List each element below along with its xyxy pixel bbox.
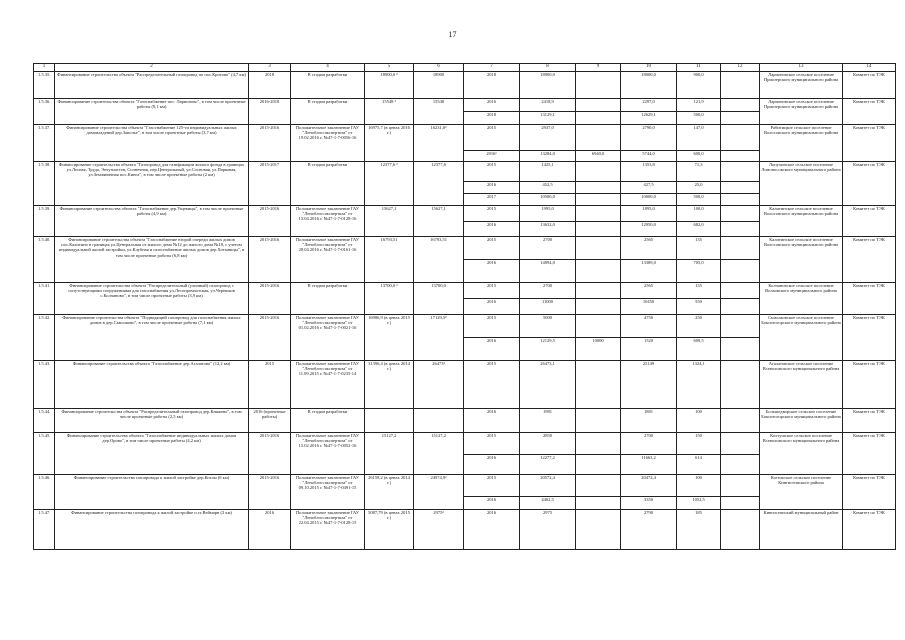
cell-total: 1995,0: [520, 206, 576, 222]
cell-year: 2016: [464, 338, 520, 361]
cell-document: В стадии разработки: [291, 283, 365, 315]
cell-id: 1.5.36.: [34, 99, 55, 125]
cell-regional: 427,5: [621, 182, 677, 194]
cell-recipient: Рабитицкое сельское поселение Волосовского муниципального района: [760, 125, 843, 162]
cell-federal: [576, 497, 621, 510]
cell-other: [721, 260, 760, 283]
cell-federal: [576, 260, 621, 283]
cell-regional: 2700: [621, 433, 677, 455]
cell-local: 185: [677, 510, 721, 550]
cell-other: [721, 151, 760, 162]
col-header: 5: [365, 64, 414, 72]
cell-regional: 2565: [621, 283, 677, 299]
cell-regional: 5744,0: [621, 151, 677, 162]
cell-id: 1.5.37.: [34, 125, 55, 162]
cell-federal: [576, 125, 621, 151]
cell-balance: 15627,1: [414, 206, 464, 237]
cell-local: 609,5: [677, 338, 721, 361]
cell-description: Финансирование строительства объекта "Газопровод для газификации жилого фонда в границах ул.Лесная, Труда, Энтузиастов, Солнечная, пер.Центральный, ул.Сосновая, ул.Парковая, ул.Земляничная пос.Кинга", в том числе проектные работы (2 км): [55, 162, 249, 206]
cell-federal: 6940,0: [576, 151, 621, 162]
cell-other: [721, 125, 760, 151]
cell-cost: 12377,6 ²: [365, 162, 414, 206]
cell-year: 2015: [464, 162, 520, 182]
cell-cost: 5087,79 (в ценах 2015 г.): [365, 510, 414, 550]
cell-total: 5000: [520, 315, 576, 338]
cell-federal: [576, 510, 621, 550]
cell-description: Финансирование строительства объекта "Подводящий газопровод для газоснабжения жилых домов в дер.Сьмолково", в том числе проектные работы (7,1 км): [55, 315, 249, 361]
cell-other: [721, 338, 760, 361]
cell-executor: Комитет по ТЭК: [843, 433, 896, 475]
col-header: 2: [55, 64, 249, 72]
cell-year: 2016: [464, 260, 520, 283]
cell-total: 14094,0: [520, 260, 576, 283]
cell-other: [721, 162, 760, 182]
cell-cost: 15548 ²: [365, 99, 414, 125]
cell-year: 2016: [464, 299, 520, 315]
cell-total: 2850: [520, 433, 576, 455]
cell-document: В стадии разработки: [291, 409, 365, 433]
cell-cost: 15127,2: [365, 433, 414, 475]
cell-executor: Комитет по ТЭК: [843, 283, 896, 315]
cell-local: 550: [677, 299, 721, 315]
cell-id: 1.5.47.: [34, 510, 55, 550]
cell-balance: 26473²: [414, 361, 464, 409]
cell-regional: 1895,0: [621, 206, 677, 222]
table-row: [34, 162, 896, 182]
cell-federal: [576, 299, 621, 315]
cell-total: 2975: [520, 510, 576, 550]
cell-regional: 11663,2: [621, 455, 677, 475]
cell-regional: 10000,0: [621, 194, 677, 206]
cell-local: 1324,1: [677, 361, 721, 409]
cell-period: 2015-2016: [249, 433, 291, 475]
cell-executor: Комитет по ТЭК: [843, 475, 896, 510]
cell-regional: 1353,8: [621, 162, 677, 182]
cell-year: 2015: [464, 237, 520, 260]
cell-local: 500,0: [677, 112, 721, 125]
cell-cost: 13700,0 ²: [365, 283, 414, 315]
cell-executor: Комитет по ТЭК: [843, 361, 896, 409]
cell-year: 2016: [464, 510, 520, 550]
cell-period: 2015-2016: [249, 315, 291, 361]
cell-period: 2015-2016: [249, 125, 291, 162]
cell-description: Финансирование строительства объекта "Газоснабжение дер.Ущевицы", в том числе проектные работы (4,9 км): [55, 206, 249, 237]
cell-year: 2016: [464, 497, 520, 510]
cell-local: 900,0: [677, 72, 721, 99]
cell-local: 500,0: [677, 194, 721, 206]
table-row: [34, 72, 896, 99]
cell-local: 614: [677, 455, 721, 475]
cell-balance: 24974,9²: [414, 475, 464, 510]
cell-other: [721, 222, 760, 237]
table-row: [34, 510, 896, 550]
table-row: [34, 283, 896, 299]
cell-document: Положительное заключение ГАУ "Леноблгосэкспертиза" от 22.04.2015 г. №47-1-7-0128-15: [291, 510, 365, 550]
cell-other: [721, 182, 760, 194]
cell-other: [721, 433, 760, 455]
table-row: [34, 237, 896, 260]
cell-regional: 10450: [621, 299, 677, 315]
table-row: [34, 206, 896, 222]
cell-year: 2015: [464, 433, 520, 455]
cell-year: 2015: [464, 125, 520, 151]
cell-cost: 18900,0 ²: [365, 72, 414, 99]
cell-regional: 1881: [621, 409, 677, 433]
cell-document: В стадии разработки: [291, 162, 365, 206]
cell-total: 2700: [520, 283, 576, 299]
cell-total: 20572,4: [520, 475, 576, 497]
cell-cost: 26158,2 (в ценах 2014 г.): [365, 475, 414, 510]
cell-recipient: Калитинское сельское поселение Волосовского муниципального района: [760, 237, 843, 283]
cell-local: 600,0: [677, 151, 721, 162]
cell-federal: [576, 112, 621, 125]
table-row: [34, 125, 896, 151]
cell-description: Финансирование строительства объекта "Газоснабжение дер.Агалатово" (12,2 км): [55, 361, 249, 409]
cell-recipient: Ларионовское сельское поселение Приозерского муниципального района: [760, 72, 843, 99]
cell-recipient: Ларионовское сельское поселение Приозерского муниципального района: [760, 99, 843, 125]
table-row: [34, 475, 896, 497]
col-header: 12: [721, 64, 760, 72]
cell-local: 25,0: [677, 182, 721, 194]
cell-total: 11000: [520, 299, 576, 315]
cell-local: 135: [677, 283, 721, 299]
cell-total: 26473,1: [520, 361, 576, 409]
cell-description: Финансирование строительства объекта "Газоснабжение второй очереди жилых домов пос.Калитино в границах ул.Центральная от жилого дома №12 до жилого дома №18, с учетом индивидуальной жилой застройки, ул.Клубная и газоснабжение жилых домов дер.Хотыницы", в том числе проектные работы (6,8 км): [55, 237, 249, 283]
cell-local: 147,0: [677, 125, 721, 151]
cell-local: 150: [677, 433, 721, 455]
cell-id: 1.5.40.: [34, 237, 55, 283]
cell-total: 2700: [520, 237, 576, 260]
table-row: [34, 433, 896, 455]
col-header: 14: [843, 64, 896, 72]
col-header: 4: [291, 64, 365, 72]
cell-total: 1981: [520, 409, 576, 433]
cell-description: Финансирование строительства объекта "Распределительный газопровод по пос.Кротово" (4,7 км): [55, 72, 249, 99]
cell-year: 2015: [464, 315, 520, 338]
cell-document: Положительное заключение ГАУ "Леноблгосэкспертиза" от 09.10.2015 г. №47-1-7-0491-15: [291, 475, 365, 510]
cell-federal: [576, 72, 621, 99]
cell-document: Положительное заключение ГАУ "Леноблгосэкспертиза" от 11.09.2015 г. №47-1-7-0235-14: [291, 361, 365, 409]
cell-balance: 15127,2: [414, 433, 464, 475]
cell-balance: [414, 409, 464, 433]
cell-cost: 31396,4 (в ценах 2014 г.): [365, 361, 414, 409]
cell-executor: Комитет по ТЭК: [843, 510, 896, 550]
cell-description: Финансирование строительства газопровода к жилой застройке п.ст.Веймарн (2 км): [55, 510, 249, 550]
cell-total: 12277,2: [520, 455, 576, 475]
cell-balance: 16793,51: [414, 237, 464, 283]
cell-local: 135: [677, 237, 721, 260]
cell-regional: 13389,0: [621, 260, 677, 283]
cell-year: 2016: [464, 99, 520, 112]
cell-recipient: Колтушское сельское поселение Всеволожского муниципального района: [760, 433, 843, 475]
col-header: 6: [414, 64, 464, 72]
cell-executor: Комитет по ТЭК: [843, 162, 896, 206]
cell-period: 2015-2016: [249, 206, 291, 237]
cell-executor: Комитет по ТЭК: [843, 206, 896, 237]
cell-balance: 2975²: [414, 510, 464, 550]
cell-executor: Комитет по ТЭК: [843, 99, 896, 125]
cell-federal: [576, 361, 621, 409]
cell-id: 1.5.43.: [34, 361, 55, 409]
cell-other: [721, 237, 760, 260]
cell-document: В стадии разработки: [291, 72, 365, 99]
cell-id: 1.5.44.: [34, 409, 55, 433]
cell-recipient: Кингисеппский муниципальный район: [760, 510, 843, 550]
cell-description: Финансирование строительства газопровода к жилой застройке дер.Котлы (6 км): [55, 475, 249, 510]
cell-balance: 15548: [414, 99, 464, 125]
cell-regional: 2790,0: [621, 125, 677, 151]
cell-balance: 12377,6: [414, 162, 464, 206]
cell-recipient: Сьмолковское сельское поселение Бокситогорского муниципального района: [760, 315, 843, 361]
table-row: [34, 361, 896, 409]
cell-year: 2016¹: [464, 151, 520, 162]
header-row: [34, 64, 896, 72]
cell-regional: 2790: [621, 510, 677, 550]
cell-period: 2015-2016: [249, 283, 291, 315]
cell-year: 2017: [464, 194, 520, 206]
cell-other: [721, 112, 760, 125]
cell-total: 18900,0: [520, 72, 576, 99]
cell-federal: [576, 433, 621, 455]
cell-regional: 4750: [621, 315, 677, 338]
cell-year: 2016: [464, 182, 520, 194]
cell-cost: 15627,1: [365, 206, 414, 237]
cell-period: 2018: [249, 72, 291, 99]
cell-period: 2015-2016: [249, 237, 291, 283]
cell-recipient: Колчановское сельское поселение Волховского муниципального района: [760, 283, 843, 315]
cell-id: 1.5.42.: [34, 315, 55, 361]
cell-other: [721, 315, 760, 338]
cell-executor: Комитет по ТЭК: [843, 237, 896, 283]
cell-year: 2015: [464, 361, 520, 409]
cell-recipient: Агалатовское сельское поселение Всеволожского муниципального района: [760, 361, 843, 409]
cell-description: Финансирование строительства объекта "Газоснабжение индивидуальных жилых домов дер.Орово", в том числе проектные работы (4,2 км): [55, 433, 249, 475]
cell-recipient: Большедворское сельское поселение Бокситогорского муниципального района: [760, 409, 843, 433]
cell-total: 2418,9: [520, 99, 576, 112]
cell-year: 2016: [464, 222, 520, 237]
cell-year: 2016: [464, 455, 520, 475]
col-header: 11: [677, 64, 721, 72]
cell-federal: [576, 99, 621, 112]
cell-other: [721, 475, 760, 497]
cell-federal: [576, 182, 621, 194]
cell-description: Финансирование строительства объекта "Распределительный газопровод дер.Княжево", в том числе проектные работы (2,5 км): [55, 409, 249, 433]
cell-document: Положительное заключение ГАУ "Леноблгосэкспертиза" от 01.02.2016 г. №47-1-7-0021-16: [291, 315, 365, 361]
cell-regional: 12950,0: [621, 222, 677, 237]
cell-local: 100: [677, 475, 721, 497]
cell-federal: [576, 162, 621, 182]
cell-description: Финансирование строительства объекта "Распределительный (уличный) газопровод с сопутствующими сооружениями для газоснабжения ул.Лесопромхозская, ул.Черешков с.Колчаново", в том числе проектные работы (3,9 км): [55, 283, 249, 315]
cell-regional: 2565: [621, 237, 677, 260]
cell-year: 2015: [464, 475, 520, 497]
cell-regional: 2297,0: [621, 99, 677, 112]
table-row: [34, 99, 896, 112]
cell-other: [721, 72, 760, 99]
cell-balance: 18900: [414, 72, 464, 99]
cell-other: [721, 497, 760, 510]
cell-local: 71,3: [677, 162, 721, 182]
cell-other: [721, 194, 760, 206]
table-body: [34, 72, 896, 550]
cell-document: В стадии разработки: [291, 99, 365, 125]
cell-document: Положительное заключение ГАУ "Леноблгосэкспертиза" от 15.04.2016 г. №47-1-7-0128-16: [291, 206, 365, 237]
col-header: 1: [34, 64, 55, 72]
cell-period: 2015-2017: [249, 162, 291, 206]
cell-local: 100: [677, 409, 721, 433]
cell-other: [721, 99, 760, 112]
cell-local: 100,0: [677, 206, 721, 222]
cell-other: [721, 455, 760, 475]
cell-period: 2016-2018: [249, 99, 291, 125]
cell-federal: [576, 206, 621, 222]
cell-period: 2015: [249, 361, 291, 409]
cell-cost: 16975,7 (в ценах 2016 г.): [365, 125, 414, 162]
cell-regional: 3350: [621, 497, 677, 510]
cell-period: 2015-2016: [249, 475, 291, 510]
cell-federal: [576, 455, 621, 475]
cell-recipient: Калитинское сельское поселение Волосовского муниципального района: [760, 206, 843, 237]
cell-description: Финансирование строительства объекта "Газоснабжение 125-ти индивидуальных жилых домовладений дер.Заполье", в том числе проектные работы (3,7 км): [55, 125, 249, 162]
cell-balance: 17129,5²: [414, 315, 464, 361]
cell-other: [721, 409, 760, 433]
cell-local: 1052,5: [677, 497, 721, 510]
cell-federal: [576, 194, 621, 206]
col-header: 8: [520, 64, 576, 72]
cell-federal: [576, 409, 621, 433]
cell-total: 12129,5: [520, 338, 576, 361]
cell-year: 2018: [464, 72, 520, 99]
cell-local: 121,9: [677, 99, 721, 112]
cell-federal: [576, 315, 621, 338]
cell-year: 2015: [464, 206, 520, 222]
cell-federal: [576, 283, 621, 299]
cell-regional: 1520: [621, 338, 677, 361]
table-row: [34, 315, 896, 338]
cell-period: 2016: [249, 510, 291, 550]
cell-total: 4402,5: [520, 497, 576, 510]
cell-id: 1.5.46.: [34, 475, 55, 510]
cell-other: [721, 361, 760, 409]
cell-executor: Комитет по ТЭК: [843, 315, 896, 361]
financing-table: [33, 63, 896, 550]
col-header: 7: [464, 64, 520, 72]
cell-total: 10500,0: [520, 194, 576, 206]
cell-executor: Комитет по ТЭК: [843, 409, 896, 433]
cell-other: [721, 206, 760, 222]
cell-document: Положительное заключение ГАУ "Леноблгосэкспертиза" от 19.02.2016 г. №47-1-7-0056-16: [291, 125, 365, 162]
cell-period: 2016 (проектные работы): [249, 409, 291, 433]
cell-id: 1.5.38.: [34, 162, 55, 206]
col-header: 10: [621, 64, 677, 72]
cell-regional: 18000,0: [621, 72, 677, 99]
cell-federal: [576, 222, 621, 237]
cell-description: Финансирование строительства объекта "Газоснабжение пос. Ларионово", в том числе проектные работы (9,1 км): [55, 99, 249, 125]
cell-id: 1.5.41.: [34, 283, 55, 315]
cell-recipient: Котельское сельское поселение Кингисеппского района: [760, 475, 843, 510]
cell-other: [721, 510, 760, 550]
cell-total: 13632,0: [520, 222, 576, 237]
cell-year: 2015: [464, 283, 520, 299]
cell-local: 682,0: [677, 222, 721, 237]
cell-balance: 16231,0²: [414, 125, 464, 162]
col-header: 13: [760, 64, 843, 72]
cell-executor: Комитет по ТЭК: [843, 72, 896, 99]
cell-year: 2016: [464, 409, 520, 433]
cell-regional: 25149: [621, 361, 677, 409]
cell-regional: 20472,4: [621, 475, 677, 497]
cell-total: 452,5: [520, 182, 576, 194]
cell-executor: Комитет по ТЭК: [843, 125, 896, 162]
cell-total: 13284,0: [520, 151, 576, 162]
cell-document: Положительное заключение ГАУ "Леноблгосэкспертиза" от 15.02.2016 г. №47-1-7-0052-16: [291, 433, 365, 475]
cell-local: 705,0: [677, 260, 721, 283]
cell-local: 250: [677, 315, 721, 338]
cell-total: 13129,1: [520, 112, 576, 125]
cell-id: 1.5.45.: [34, 433, 55, 475]
cell-cost: 16793,51: [365, 237, 414, 283]
col-header: 9: [576, 64, 621, 72]
cell-other: [721, 283, 760, 299]
cell-cost: 16986,9 (в ценах 2015 г.): [365, 315, 414, 361]
cell-cost: [365, 409, 414, 433]
cell-federal: [576, 237, 621, 260]
page-number: 17: [448, 30, 457, 39]
table-row: [34, 409, 896, 433]
cell-regional: 12629,1: [621, 112, 677, 125]
cell-id: 1.5.39.: [34, 206, 55, 237]
cell-total: 1425,1: [520, 162, 576, 182]
cell-balance: 13700,0: [414, 283, 464, 315]
cell-recipient: Лопухинское сельское поселение Ломоносовского муниципального района: [760, 162, 843, 206]
col-header: 3: [249, 64, 291, 72]
cell-id: 1.5.35.: [34, 72, 55, 99]
cell-document: Положительное заключение ГАУ "Леноблгосэкспертиза" от 28.04.2016 г. №47-1-7-0161-16: [291, 237, 365, 283]
cell-year: 2018: [464, 112, 520, 125]
cell-total: 2937,0: [520, 125, 576, 151]
cell-other: [721, 299, 760, 315]
cell-federal: 10000: [576, 338, 621, 361]
cell-federal: [576, 475, 621, 497]
